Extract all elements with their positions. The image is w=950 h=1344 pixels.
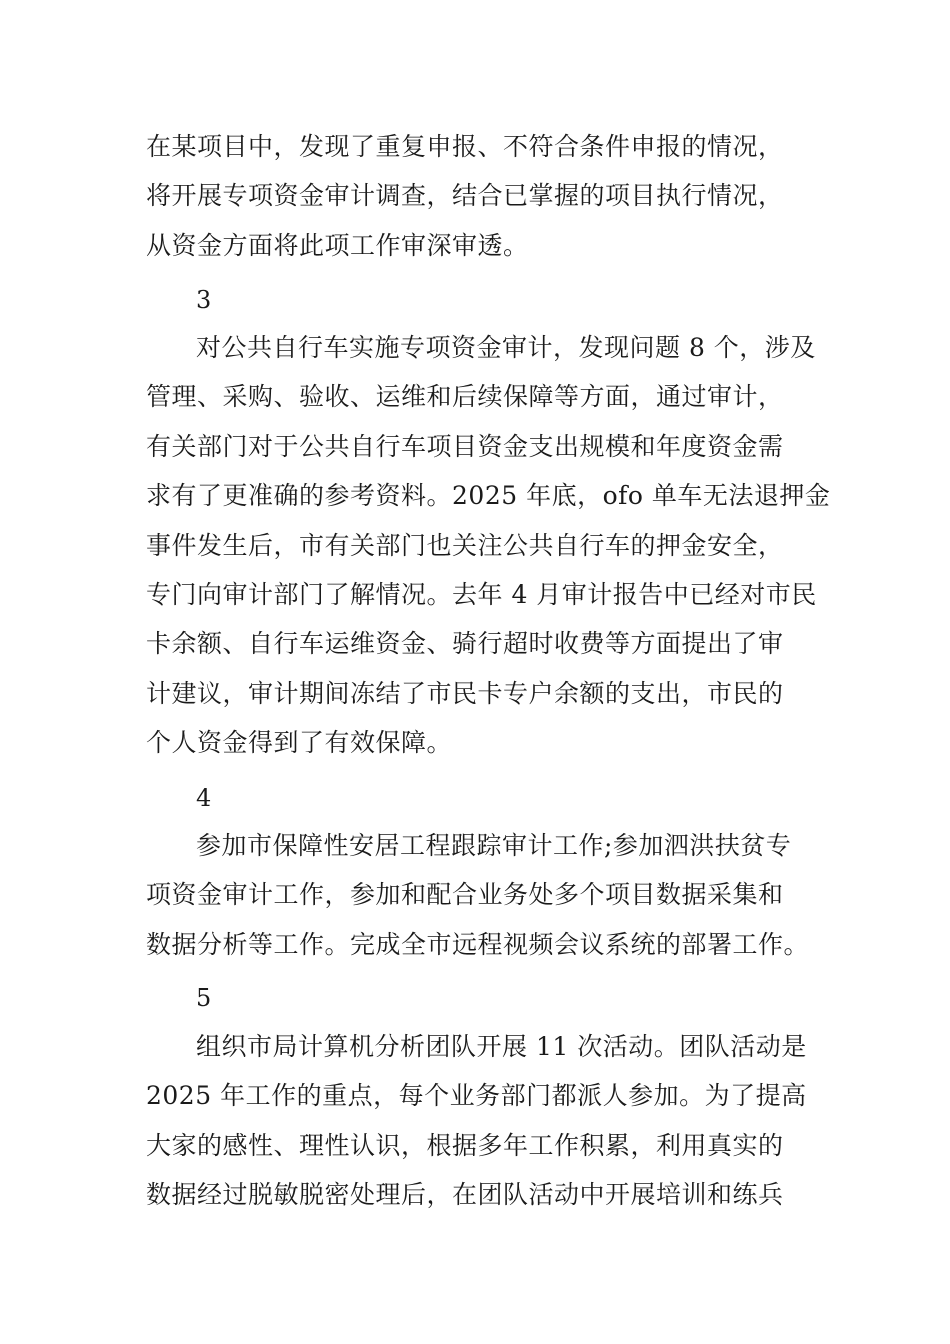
text-line: 项资金审计工作，参加和配合业务处多个项目数据采集和	[146, 880, 784, 910]
section-number-5: 5	[196, 984, 212, 1012]
text-line: 在某项目中，发现了重复申报、不符合条件申报的情况，	[146, 132, 784, 161]
text-line: 卡余额、自行车运维资金、骑行超时收费等方面提出了审	[146, 629, 784, 659]
text-line: 事件发生后，市有关部门也关注公共自行车的押金安全，	[146, 530, 784, 560]
text-line: 有关部门对于公共自行车项目资金支出规模和年度资金需	[146, 431, 784, 461]
text-line: 数据经过脱敏脱密处理后，在团队活动中开展培训和练兵	[146, 1180, 784, 1210]
paragraph-3	[146, 821, 811, 969]
text-line: 计建议，审计期间冻结了市民卡专户余额的支出，市民的	[146, 678, 784, 708]
text-line: 大家的感性、理性认识，根据多年工作积累，利用真实的	[146, 1130, 784, 1160]
text-line: 求有了更准确的参考资料。2025 年底，ofo 单车无法退押金	[146, 481, 831, 511]
paragraph-4	[146, 1022, 811, 1220]
text-line: 将开展专项资金审计调查，结合已掌握的项目执行情况，	[146, 181, 784, 211]
text-line: 管理、采购、验收、运维和后续保障等方面，通过审计，	[146, 382, 784, 412]
section-number-3: 3	[196, 286, 212, 314]
section-number-4: 4	[196, 784, 212, 812]
text-line: 专门向审计部门了解情况。去年 4 月审计报告中已经对市民	[146, 579, 817, 609]
text-line: 从资金方面将此项工作审深审透。	[146, 230, 529, 260]
paragraph-2	[146, 323, 831, 768]
text-line: 个人资金得到了有效保障。	[146, 728, 453, 758]
paragraph-1	[146, 122, 811, 270]
text-line: 2025 年工作的重点，每个业务部门都派人参加。为了提高	[146, 1081, 807, 1111]
text-line: 数据分析等工作。完成全市远程视频会议系统的部署工作。	[146, 929, 810, 959]
text-line: 组织市局计算机分析团队开展 11 次活动。团队活动是	[196, 1032, 807, 1061]
text-line: 对公共自行车实施专项资金审计，发现问题 8 个，涉及	[196, 333, 816, 362]
text-line: 参加市保障性安居工程跟踪审计工作;参加泗洪扶贫专	[196, 831, 792, 860]
